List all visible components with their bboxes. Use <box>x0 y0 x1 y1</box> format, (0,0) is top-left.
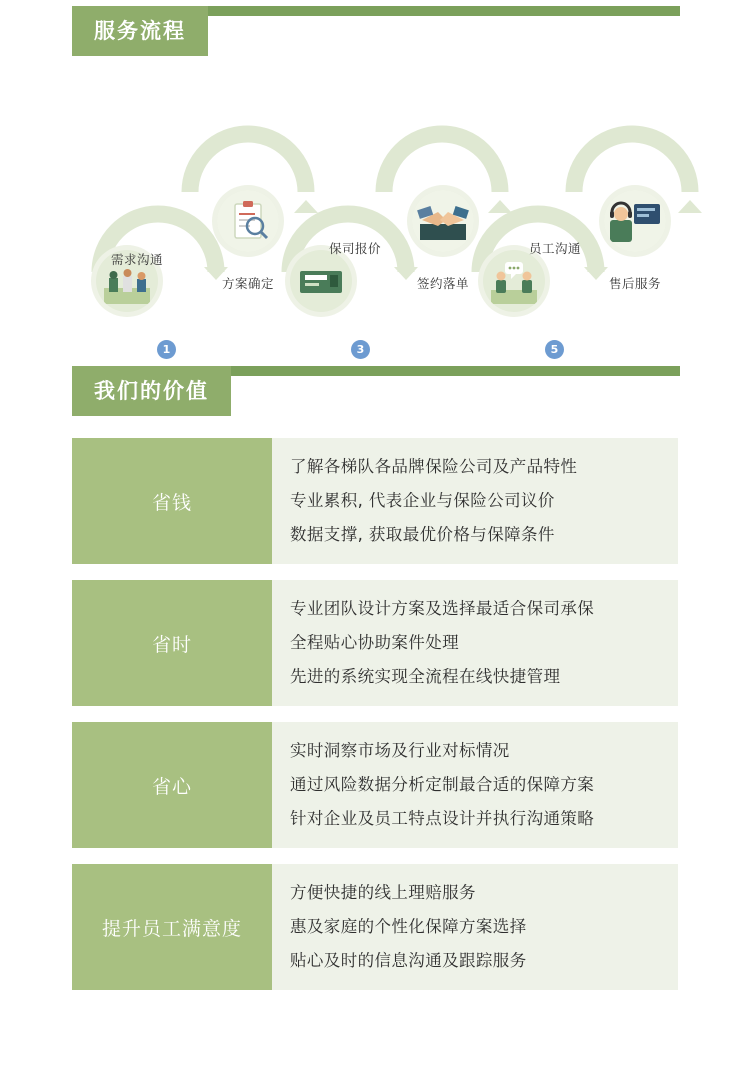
value-line: 数据支撑, 获取最优价格与保障条件 <box>290 525 555 544</box>
flow-step-number-3: 3 <box>351 340 370 359</box>
section-header-flow <box>40 0 710 60</box>
value-row <box>72 580 678 706</box>
value-line: 贴心及时的信息沟通及跟踪服务 <box>290 951 527 970</box>
value-key: 提升员工满意度 <box>72 864 272 990</box>
value-line: 方便快捷的线上理赔服务 <box>290 883 476 902</box>
value-key: 省钱 <box>72 438 272 564</box>
value-list <box>40 438 710 990</box>
value-line: 惠及家庭的个性化保障方案选择 <box>290 917 527 936</box>
section-header-values <box>40 360 710 420</box>
value-line: 针对企业及员工特点设计并执行沟通策略 <box>290 809 595 828</box>
value-line: 全程贴心协助案件处理 <box>290 633 459 652</box>
value-row <box>72 438 678 564</box>
value-line: 了解各梯队各品牌保险公司及产品特性 <box>290 457 578 476</box>
flow-label-1: 需求沟通 <box>110 252 164 267</box>
value-key: 省时 <box>72 580 272 706</box>
value-line: 专业团队设计方案及选择最适合保司承保 <box>290 599 595 618</box>
clipboard-check-icon <box>217 190 279 252</box>
flow-step-number-1: 1 <box>157 340 176 359</box>
flow-label-6: 售后服务 <box>608 276 662 291</box>
value-line: 通过风险数据分析定制最合适的保障方案 <box>290 775 595 794</box>
header-tab-flow <box>72 6 208 56</box>
value-row <box>72 864 678 990</box>
value-body <box>272 438 678 564</box>
flow-label-2: 方案确定 <box>221 276 275 291</box>
value-row <box>72 722 678 848</box>
flow-label-4: 签约落单 <box>416 276 470 291</box>
flow-node-4 <box>412 190 474 252</box>
value-body <box>272 580 678 706</box>
flow-label-5: 员工沟通 <box>528 241 582 256</box>
page-content <box>40 0 710 1060</box>
headset-service-icon <box>604 190 666 252</box>
flow-step-number-5: 5 <box>545 340 564 359</box>
value-body <box>272 722 678 848</box>
flow-label-3: 保司报价 <box>328 241 382 256</box>
document-quote-icon <box>290 250 352 312</box>
header-tab-values <box>72 366 231 416</box>
section-title-flow: 服务流程 <box>94 18 186 43</box>
value-line: 专业累积, 代表企业与保险公司议价 <box>290 491 555 510</box>
value-line: 先进的系统实现全流程在线快捷管理 <box>290 667 561 686</box>
section-title-values: 我们的价值 <box>94 378 209 403</box>
flow-node-2 <box>217 190 279 252</box>
flow-node-3 <box>290 250 352 312</box>
value-key: 省心 <box>72 722 272 848</box>
handshake-icon <box>412 190 474 252</box>
employees-talk-icon <box>483 250 545 312</box>
value-body <box>272 864 678 990</box>
value-line: 实时洞察市场及行业对标情况 <box>290 741 510 760</box>
flow-node-5 <box>483 250 545 312</box>
flow-node-6 <box>604 190 666 252</box>
service-flow-diagram <box>40 82 710 356</box>
